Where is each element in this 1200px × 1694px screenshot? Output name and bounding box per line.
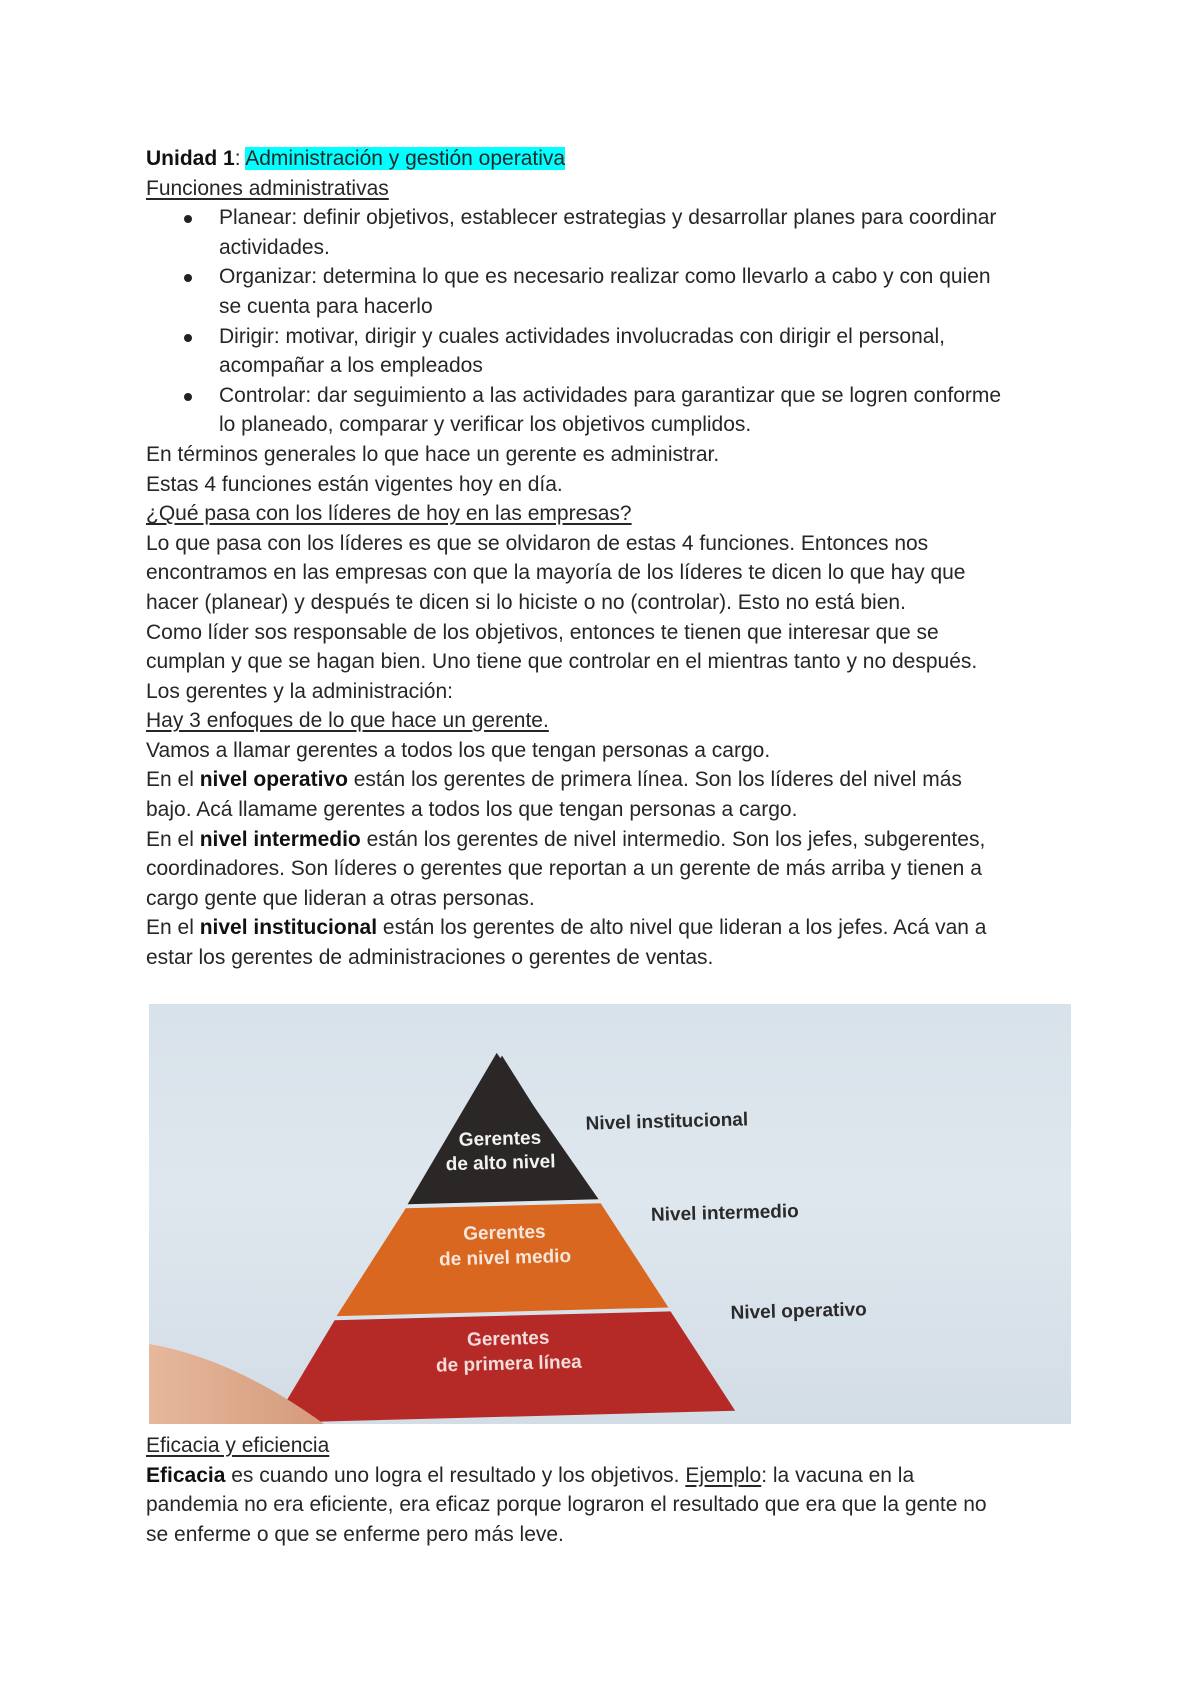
functions-heading: Funciones administrativas [146, 176, 389, 200]
paragraph-line: estar los gerentes de administraciones o gerentes de ventas. [146, 946, 714, 970]
operativo-term: nivel operativo [199, 768, 348, 792]
tier-middle-line1: Gerentes [462, 1221, 546, 1245]
text-run: En el [146, 768, 200, 792]
list-item-line: se cuenta para hacerlo [219, 294, 433, 318]
paragraph-line: cargo gente que lideran a otras personas. [146, 886, 535, 910]
label-intermedio: Nivel intermedio [650, 1201, 800, 1226]
paragraph: Vamos a llamar gerentes a todos los que tengan personas a cargo. [146, 738, 771, 762]
paragraph-line: hacer (planear) y después te dicen si lo hiciste o no (controlar). Esto no está bien. [146, 590, 906, 614]
tier-bottom-line1: Gerentes [466, 1327, 550, 1351]
paragraph: En términos generales lo que hace un gerente es administrar. [146, 442, 720, 466]
tier-middle-line2: de nivel medio [438, 1245, 572, 1271]
paragraph: Los gerentes y la administración: [146, 679, 453, 703]
text-run: En el [146, 827, 200, 851]
text-run: es cuando uno logra el resultado y los objetivos. [225, 1463, 686, 1487]
list-item-line: actividades. [219, 235, 330, 259]
list-item-line: acompañar a los empleados [219, 354, 483, 378]
unit-label: Unidad 1 [146, 147, 235, 170]
tier-top-line2: de alto nivel [445, 1151, 556, 1176]
institucional-paragraph [146, 913, 1066, 943]
unit-title: Administración y gestión operativa [245, 147, 566, 170]
text-run: En el [146, 916, 200, 940]
list-item-line: lo planeado, comparar y verificar los objetivos cumplidos. [219, 413, 752, 437]
efficacy-paragraph [146, 1461, 1066, 1491]
approaches-heading: Hay 3 enfoques de lo que hace un gerente. [146, 709, 549, 733]
functions-list [146, 203, 1066, 440]
document-body [146, 144, 1066, 973]
institucional-term: nivel institucional [199, 916, 378, 940]
paragraph: Estas 4 funciones están vigentes hoy en día. [146, 472, 563, 496]
label-institucional: Nivel institucional [585, 1109, 749, 1135]
tier-top-line1: Gerentes [458, 1127, 542, 1151]
leaders-heading: ¿Qué pasa con los líderes de hoy en las empresas? [146, 502, 632, 526]
pyramid-photo [149, 1004, 1071, 1424]
text-run: están los gerentes de nivel intermedio. Son los jefes, subgerentes, [360, 827, 986, 851]
unit-separator: : [234, 147, 241, 170]
list-item [219, 203, 1066, 262]
pyramid-diagram [149, 1004, 1071, 1424]
paragraph-line: pandemia no era eficiente, era eficaz porque lograron el resultado que era que la gente no [146, 1493, 987, 1517]
paragraph-line: encontramos en las empresas con que la mayoría de los líderes te dicen lo que hay que [146, 561, 966, 585]
list-item-line: Dirigir: motivar, dirigir y cuales actividades involucradas con dirigir el personal, [219, 324, 945, 348]
list-item-line: Planear: definir objetivos, establecer estrategias y desarrollar planes para coordinar [219, 206, 997, 230]
paragraph-line: Como líder sos responsable de los objetivos, entonces te tienen que interesar que se [146, 620, 939, 644]
paragraph-line: coordinadores. Son líderes o gerentes que reportan a un gerente de más arriba y tienen a [146, 857, 982, 881]
operativo-paragraph [146, 765, 1066, 795]
efficacy-term: Eficacia [146, 1463, 226, 1487]
list-item [219, 322, 1066, 381]
pyramid-tier-top-body [404, 1050, 599, 1204]
paragraph-line: bajo. Acá llamame gerentes a todos los que tengan personas a cargo. [146, 798, 798, 822]
paragraph-line: cumplan y que se hagan bien. Uno tiene que controlar en el mientras tanto y no después. [146, 650, 978, 674]
intermedio-paragraph [146, 825, 1066, 855]
paragraph-line: se enferme o que se enferme pero más leve. [146, 1522, 564, 1546]
paragraph-line: Lo que pasa con los líderes es que se olvidaron de estas 4 funciones. Entonces nos [146, 531, 929, 555]
text-run: : la vacuna en la [761, 1463, 915, 1487]
example-label: Ejemplo [685, 1463, 762, 1487]
text-run: están los gerentes de primera línea. Son los líderes del nivel más [347, 768, 962, 792]
intermedio-term: nivel intermedio [199, 827, 361, 851]
list-item [219, 381, 1066, 440]
label-operativo: Nivel operativo [730, 1299, 868, 1324]
efficacy-section [146, 1431, 1066, 1549]
list-item-line: Organizar: determina lo que es necesario realizar como llevarlo a cabo y con quien [219, 265, 991, 289]
text-run: están los gerentes de alto nivel que lideran a los jefes. Acá van a [377, 916, 987, 940]
efficacy-heading: Eficacia y eficiencia [146, 1434, 330, 1457]
list-item-line: Controlar: dar seguimiento a las actividades para garantizar que se logren conforme [219, 383, 1002, 407]
tier-bottom-line2: de primera línea [435, 1351, 582, 1377]
unit-heading [146, 144, 1066, 174]
list-item [219, 262, 1066, 321]
